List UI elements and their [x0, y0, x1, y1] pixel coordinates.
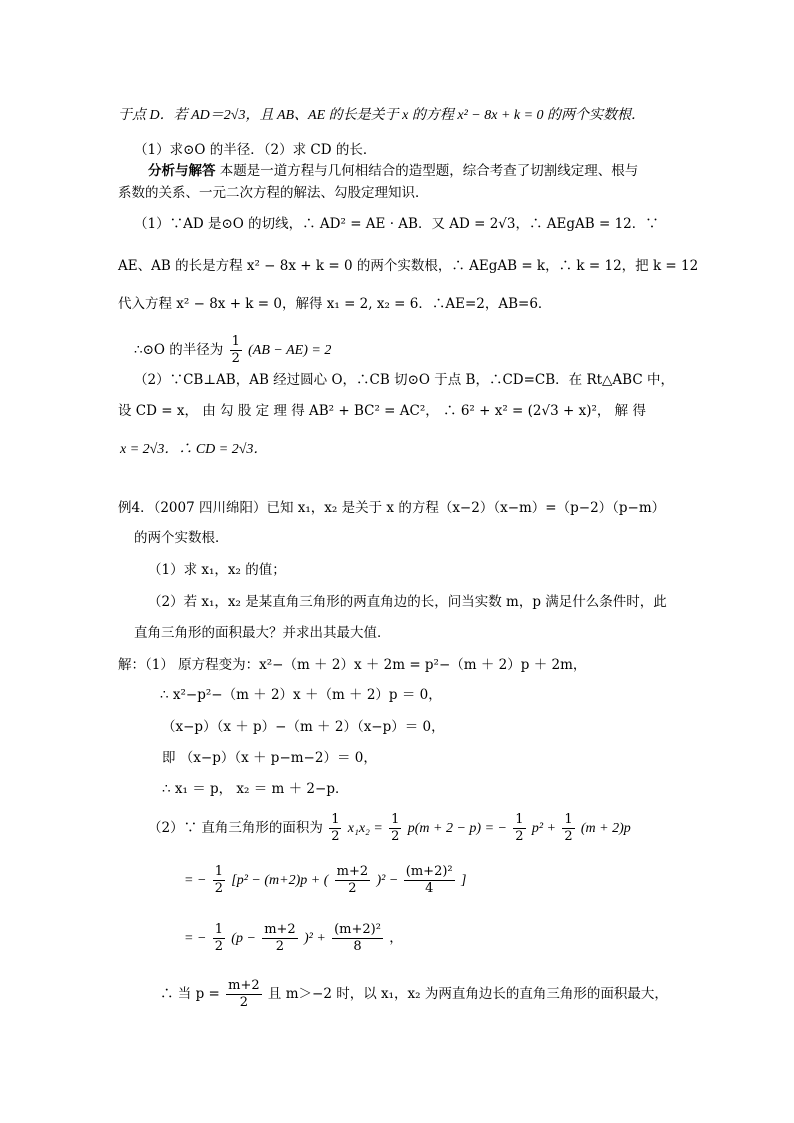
text-line-6: AE、AB 的长是方程 x² − 8x + k = 0 的两个实数根，∴ AEgAB = k，∴ k = 12，把 k = 12	[118, 258, 699, 274]
fraction-m2sq-over-8: $\frac{\text{(m+2)²}}{8}$	[334, 922, 381, 954]
text-line-11: 设 CD = x， 由 勾 股 定 理 得 AB² + BC² = AC²， ∴ 6² + x² = (2√3 + x)²， 解 得	[118, 403, 646, 419]
fraction-half: $\frac{1}{2}$	[214, 864, 223, 896]
analysis-heading: 分析与解答	[148, 163, 216, 179]
conclusion-text: ∴ 当 p =	[160, 986, 220, 1002]
math-expr: = −	[184, 873, 207, 888]
fraction-m2-over-2: $\frac{m+2}{2}$	[228, 978, 260, 1010]
fraction-half: $\frac{1}{2}$	[331, 812, 340, 844]
comma: ，	[389, 930, 403, 946]
text-line-2: （1）求⊙O 的半径．（2）求 CD 的长．	[134, 142, 377, 158]
analysis-line	[148, 161, 638, 181]
conclusion-line	[160, 976, 668, 1012]
radius-line	[134, 332, 331, 369]
area-text: （2）∵ 直角三角形的面积为	[148, 820, 323, 836]
solution-line-2: ∴ x²−p²−（m ＋ 2）x ＋（m ＋ 2）p ＝ 0，	[160, 687, 442, 703]
fraction-half: $\frac{1}{2}$	[214, 922, 223, 954]
text-line-12: x = 2√3．∴ CD = 2√3．	[120, 442, 268, 457]
math-expr: (p −	[231, 931, 256, 946]
text-line-16: （2）若 x₁，x₂ 是某直角三角形的两直角边的长，问当实数 m，p 满足什么条件时，此	[148, 594, 667, 610]
solution-line-5: ∴ x₁ ＝ p， x₂ ＝ m ＋ 2−p．	[162, 781, 349, 797]
math-expr: )² +	[303, 931, 326, 946]
math-expr: p² +	[531, 821, 557, 836]
fraction-half: $\frac{1}{2}$	[391, 812, 400, 844]
area-line-3	[184, 920, 403, 957]
text-line-17: 直角三角形的面积最大？并求出其最大值．	[134, 625, 391, 641]
text-line-15: （1）求 x₁，x₂ 的值；	[148, 562, 286, 578]
math-expr: [p² − (m+2)p + (	[231, 873, 329, 888]
math-expr: )² −	[376, 873, 402, 888]
text-line-4: 系数的关系、一元二次方程的解法、勾股定理知识．	[118, 185, 429, 201]
fraction-m2-over-2: $\frac{m+2}{2}$	[264, 922, 296, 954]
example4-line: 例4．（2007 四川绵阳）已知 x₁，x₂ 是关于 x 的方程（x−2）（x−m）=（p−2）（p−m）	[118, 500, 666, 516]
fraction-half: $\frac{1}{2}$	[515, 812, 524, 844]
fraction-m2-over-2: $\frac{m+2}{2}$	[336, 864, 369, 896]
radius-text: ∴⊙O 的半径为	[134, 342, 224, 358]
text-line-5: （1）∵AD 是⊙O 的切线，∴ AD² = AE · AB．又 AD = 2√3，∴ AEgAB = 12．∵	[134, 216, 659, 232]
math-expr: p(m + 2 − p) = −	[407, 821, 507, 836]
fraction-half: $\frac{1}{2}$	[231, 334, 240, 366]
fraction-m2sq-over-4: $\frac{\text{(m+2)²}}{4}$	[405, 864, 453, 896]
math-expr: x₁x₂ =	[347, 821, 383, 836]
fraction-half: $\frac{1}{2}$	[564, 812, 573, 844]
area-line-2	[184, 862, 466, 899]
math-expr: ]	[460, 873, 467, 888]
text-line-14: 的两个实数根．	[134, 530, 229, 546]
radius-expr: (AB − AE) = 2	[248, 343, 332, 358]
area-line-1	[148, 810, 631, 847]
solution-line-3: （x−p）（x ＋ p）−（m ＋ 2）（x−p）＝ 0，	[162, 719, 445, 735]
text-line-1: 于点 D．若 AD＝2√3，且 AB、AE 的长是关于 x 的方程 x² − 8x + k = 0 的两个实数根．	[118, 108, 646, 123]
solution-line-4: 即 （x−p）（x ＋ p−m−2）＝ 0，	[162, 750, 377, 766]
analysis-text: 本题是一道方程与几何相结合的造型题，综合考查了切割线定理、根与	[219, 163, 639, 179]
math-expr: (m + 2)p	[580, 821, 631, 836]
solution-line-1: 解：（1） 原方程变为：x²−（m ＋ 2）x ＋ 2m = p²−（m ＋ 2）p ＋ 2m，	[118, 657, 587, 673]
conclusion-text-2: 且 m＞−2 时，以 x₁，x₂ 为两直角边长的直角三角形的面积最大，	[267, 986, 668, 1002]
text-line-10: （2）∵CB⊥AB，AB 经过圆心 O，∴CB 切⊙O 于点 B，∴CD=CB．在 Rt△ABC 中，	[134, 372, 674, 388]
math-expr: = −	[184, 931, 207, 946]
text-line-7: 代入方程 x² − 8x + k = 0，解得 x₁ = 2, x₂ = 6．∴AE=2，AB=6．	[118, 296, 552, 312]
